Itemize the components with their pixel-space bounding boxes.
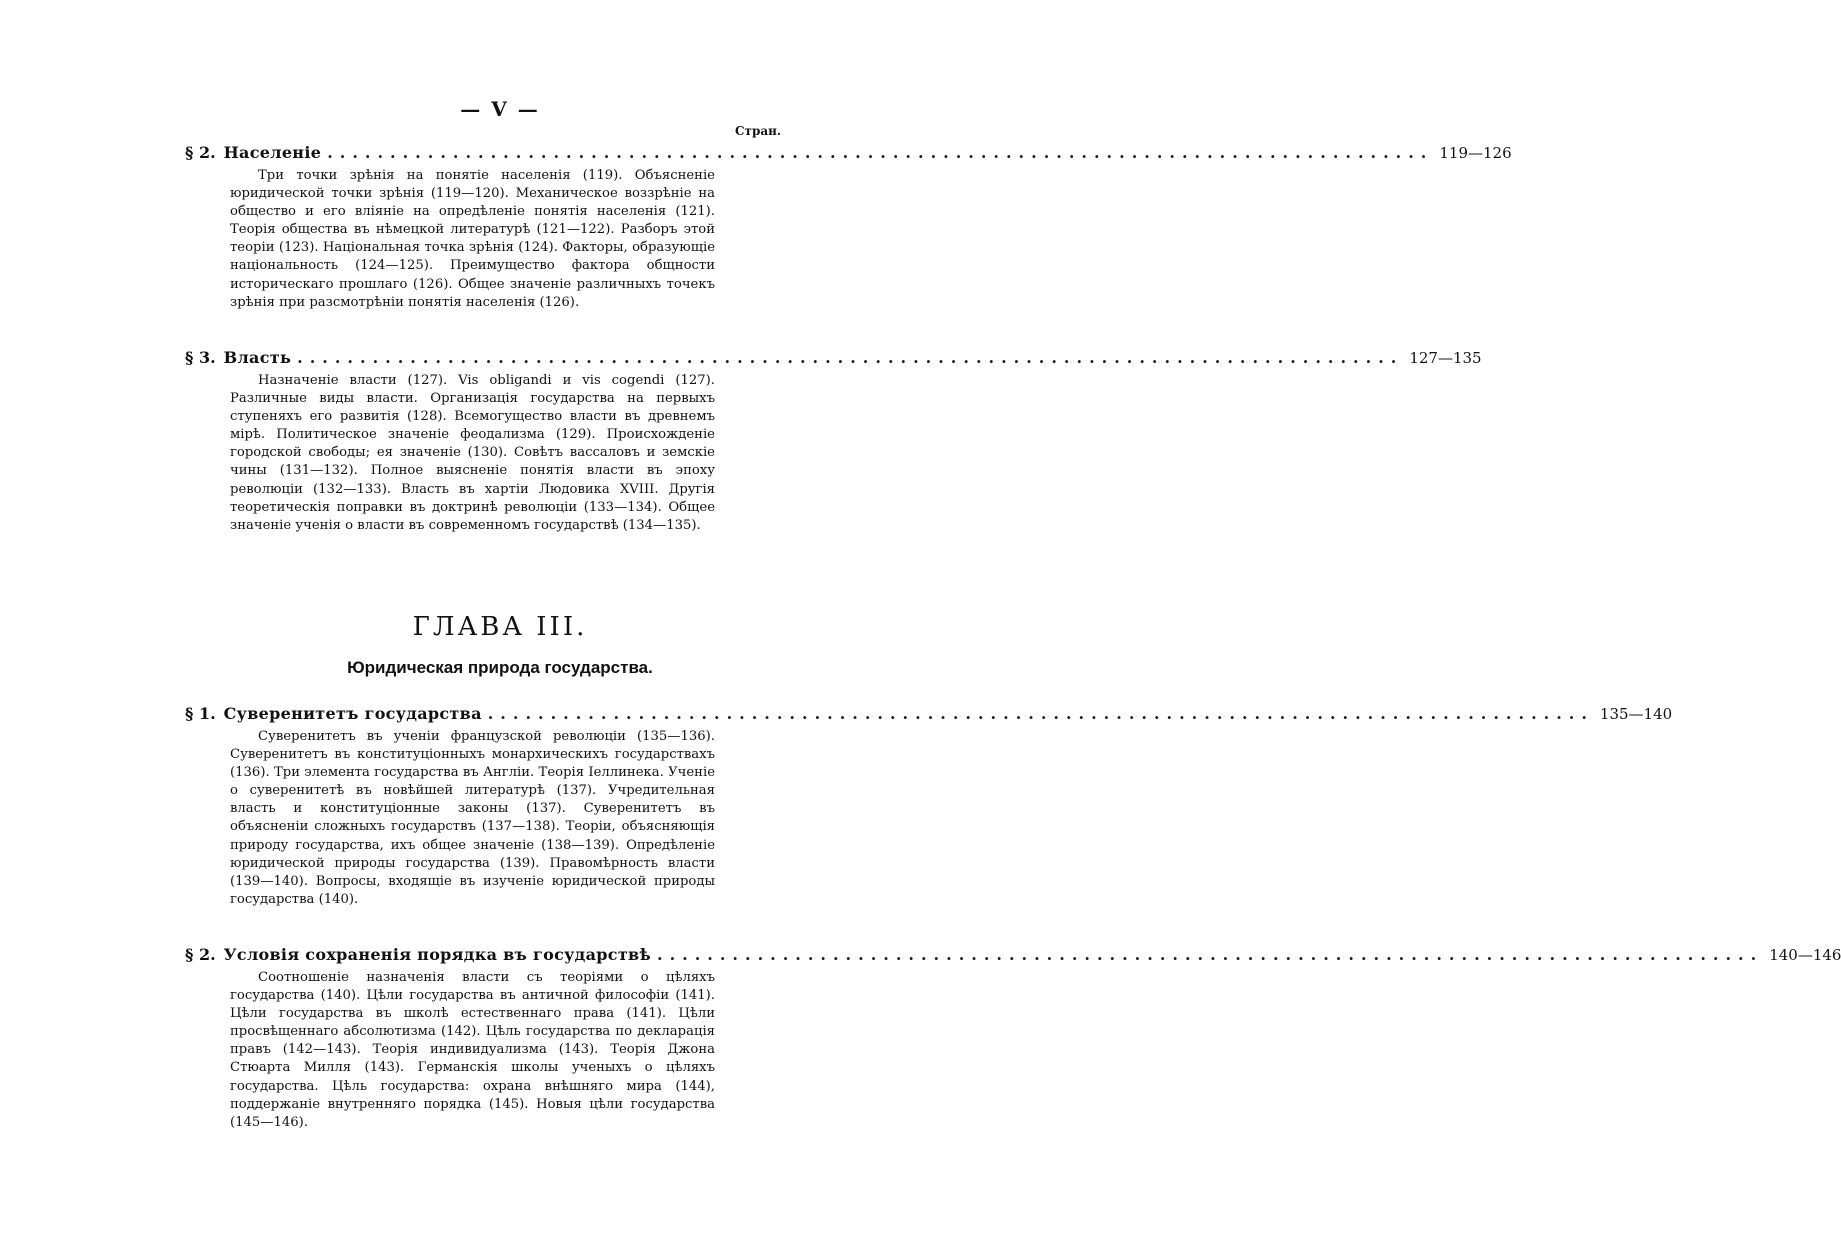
dot-leader: ........................................................................................ xyxy=(297,348,1404,367)
toc-entry-header xyxy=(185,348,1482,370)
toc-entry-sovereignty xyxy=(185,704,1673,909)
toc-entry-header xyxy=(185,945,1841,967)
toc-entry-header xyxy=(185,143,1512,165)
page-range: 140—146 xyxy=(1769,946,1841,964)
section-summary: Соотношеніе назначенія власти съ теоріями о цѣляхъ государства (140). Цѣли государства въ античной философіи (141). Цѣли государства въ школѣ естественнаго права (141). Цѣли просвѣщеннаго абсолютизма (142). Цѣль государства по декларація правъ (142—143). Теорія индивидуализма (143). Теорія Джона Стюарта Милля (143). Германскія школы ученыхъ о цѣляхъ государства. Цѣль государства: охрана внѣшняго мира (144), поддержаніе внутренняго порядка (145). Новыя цѣли государства (145—146). xyxy=(230,970,715,1130)
section-title: Суверенитетъ государства xyxy=(223,704,482,723)
page-range: 119—126 xyxy=(1439,144,1512,162)
section-title: Власть xyxy=(223,348,292,367)
chapter-subtitle: Юридическая природа государства. xyxy=(347,658,653,677)
section-number: § 2. xyxy=(185,143,216,162)
page-range: 127—135 xyxy=(1409,349,1482,367)
page-number: — V — xyxy=(460,97,540,121)
chapter-title: ГЛАВА III. xyxy=(412,612,588,642)
dot-leader: ........................................................................................ xyxy=(327,143,1434,162)
toc-entry-power xyxy=(185,348,1482,535)
section-summary: Три точки зрѣнія на понятіе населенія (119). Объясненіе юридической точки зрѣнія (119—120). Механическое воззрѣніе на общество и его вліяніе на опредѣленіе понятія населенія (121). Теорія общества въ нѣмецкой литературѣ (121—122). Разборъ этой теоріи (123). Національная точка зрѣнія (124). Факторы, образующіе національность (124—125). Преимущество фактора общности историческаго прошлаго (126). Общее значеніе различныхъ точекъ зрѣнія при разсмотрѣніи понятія населенія (126). xyxy=(230,168,715,310)
section-summary: Назначеніе власти (127). Vis obligandi и vis cogendi (127). Различные виды власти. Организація государства на первыхъ ступеняхъ его развитія (128). Всемогущество власти въ древнемъ мірѣ. Политическое значеніе феодализма (129). Происхожденіе городской свободы; ея значеніе (130). Совѣтъ вассаловъ и земскіе чины (131—132). Полное выясненіе понятія власти въ эпоху революціи (132—133). Власть въ хартіи Людовика XVIII. Другія теоретическія поправки въ доктринѣ революціи (133—134). Общее значеніе ученія о власти въ современномъ государствѣ (134—135). xyxy=(230,373,715,533)
page-range: 135—140 xyxy=(1599,705,1673,723)
dot-leader: ........................................................................................ xyxy=(487,704,1594,723)
dot-leader: ........................................................................................ xyxy=(657,945,1764,964)
section-summary: Суверенитетъ въ ученіи французской революціи (135—136). Суверенитетъ въ конституціонныхъ монархическихъ государствахъ (136). Три элемента государства въ Англіи. Теорія Іеллинека. Ученіе о суверенитетѣ въ новѣйшей литературѣ (137). Учредительная власть и конституціонные законы (137). Суверенитетъ въ объясненіи сложныхъ государствъ (137—138). Теоріи, объясняющія природу государства, ихъ общее значеніе (138—139). Опредѣленіе юридической природы государства (139). Правомѣрность власти (139—140). Вопросы, входящіе въ изученіе юридической природы государства (140). xyxy=(230,729,715,907)
toc-entry-header xyxy=(185,704,1673,726)
section-number: § 3. xyxy=(185,348,216,367)
pages-column-label: Стран. xyxy=(735,124,782,138)
section-title: Населеніе xyxy=(223,143,322,162)
toc-entry-order-conditions xyxy=(185,945,1841,1132)
section-number: § 2. xyxy=(185,945,216,964)
section-number: § 1. xyxy=(185,704,216,723)
section-title: Условія сохраненія порядка въ государствѣ xyxy=(223,945,651,964)
toc-entry-population xyxy=(185,143,1512,312)
